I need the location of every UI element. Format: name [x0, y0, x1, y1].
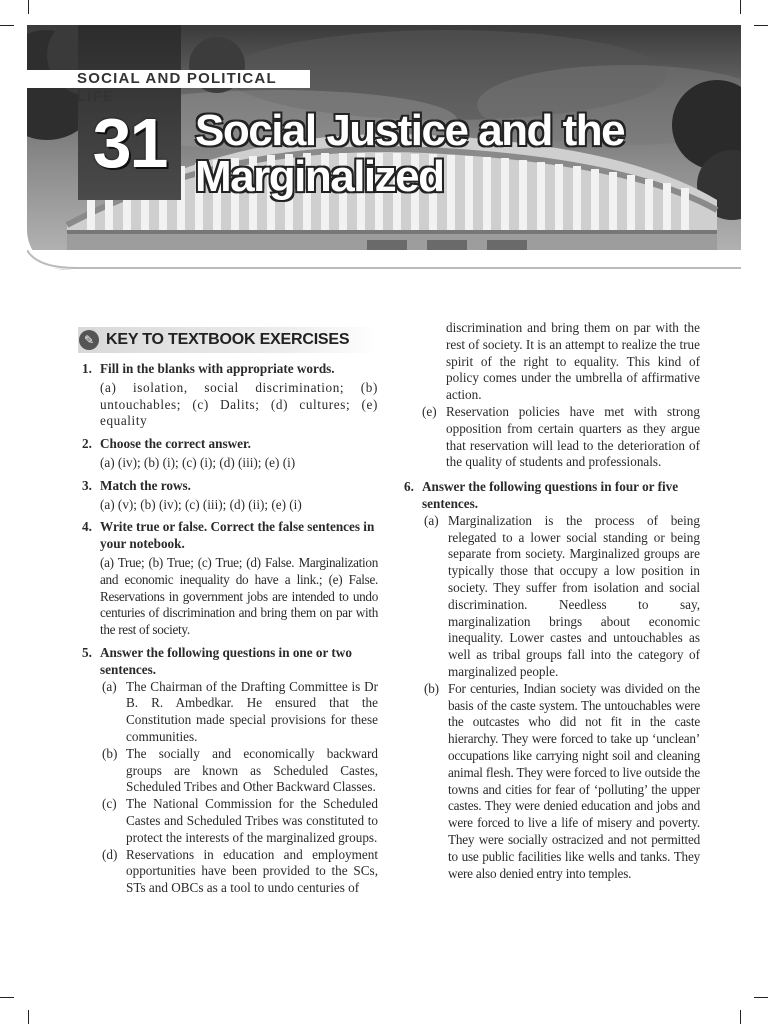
question-number: 3. — [82, 477, 92, 493]
answer-text: (a) isolation, social discrimination; (b) untouchables; (c) Dalits; (d) cultures; (e) equality — [100, 379, 378, 429]
sub-answer-b — [100, 746, 378, 796]
sub-answer-b — [422, 681, 700, 883]
question-1 — [78, 361, 378, 430]
question-text: Choose the correct answer. — [100, 436, 251, 452]
sub-label: (a) — [102, 678, 117, 694]
crop-mark — [28, 1010, 29, 1024]
sub-text: Reservations in education and employment opportunities have been provided to the SCs, STs and OBCs as a tool to undo centuries of — [126, 846, 378, 896]
answer-text: (a) (v); (b) (iv); (c) (iii); (d) (ii); (e) (i) — [100, 496, 302, 512]
left-column — [78, 327, 378, 903]
chapter-number: 31 — [92, 104, 167, 182]
sub-text: Marginalization is the process of being relegated to a lower social standing or being separate from society. Marginalized groups are typically those that occupy a low position in society. They suffer from isolation and social discrimination. Needless to say, marginalization brings about economic inequality. Lower castes and untouchables as well as tribal groups fall into the category of marginalized people. — [448, 512, 700, 679]
sub-text: The Chairman of the Drafting Committee is Dr B. R. Ambedkar. He ensured that the Constitution made special provisions for these communities. — [126, 678, 378, 744]
right-column — [400, 320, 700, 888]
crop-mark — [740, 1010, 741, 1024]
question-text: Answer the following questions in four or five sentences. — [422, 479, 679, 511]
sub-label: (e) — [422, 403, 437, 419]
question-2 — [78, 436, 378, 472]
continued-answer-d: discrimination and bring them on par with the rest of society. It is an attempt to realize the true spirit of the right to equality. This kind of policy comes under the umbrella of affirmative action. — [446, 320, 700, 403]
question-3 — [78, 478, 378, 514]
sub-label: (d) — [102, 846, 118, 862]
question-number: 6. — [404, 479, 414, 495]
answer-text: (a) (iv); (b) (i); (c) (i); (d) (iii); (e) (i) — [100, 454, 296, 470]
question-5 — [78, 645, 378, 897]
section-label: SOCIAL AND POLITICAL LIFE — [27, 70, 310, 88]
chapter-title: Social Justice and the Marginalized — [195, 106, 625, 201]
crop-mark — [0, 997, 14, 998]
crop-mark — [0, 25, 14, 26]
crop-mark — [754, 997, 768, 998]
sub-label: (c) — [102, 796, 117, 812]
crop-mark — [28, 0, 29, 14]
sub-answer-d — [100, 847, 378, 897]
answer-text: (a) True; (b) True; (c) True; (d) False. Marginalization and economic inequality do have a link.; (e) False. Reservations in government jobs are intended to undo centuries of discrimination and bring them on par with the rest of society. — [100, 554, 378, 638]
crop-mark — [740, 0, 741, 14]
sub-text: The socially and economically backward groups are known as Scheduled Castes, Scheduled Tribes and Other Backward Classes. — [126, 745, 378, 795]
question-number: 5. — [82, 644, 92, 660]
sub-text: Reservation policies have met with strong opposition from certain quarters as they argue that reservation will lead to the deterioration of the quality of students and professionals. — [446, 403, 700, 470]
key-heading-bar — [78, 327, 378, 353]
key-heading: KEY TO TEXTBOOK EXERCISES — [106, 331, 350, 348]
sub-label: (b) — [102, 745, 118, 761]
sub-text: The National Commission for the Scheduled Castes and Scheduled Tribes was constituted to protect the interests of the marginalized groups. — [126, 796, 378, 845]
sub-answer-e — [400, 404, 700, 471]
sub-answer-a — [422, 513, 700, 681]
question-text: Match the rows. — [100, 477, 191, 493]
question-number: 2. — [82, 436, 92, 452]
question-number: 4. — [82, 519, 92, 535]
question-6 — [400, 479, 700, 882]
question-text: Fill in the blanks with appropriate words. — [100, 361, 335, 376]
question-4 — [78, 519, 378, 639]
sub-text: For centuries, Indian society was divided on the basis of the caste system. The untouchables were the outcastes who did not fit in the caste hierarchy. They were forced to take up ‘unclean’ occupations like carrying night soil and cleaning animal flesh. They were forced to live outside the towns and cities for fear of ‘polluting’ the upper castes. They were denied education and jobs and were forced to live a life of misery and poverty. They were socially ostracized and not permitted to use public facilities like wells and tanks. They were also denied entry into temples. — [448, 680, 700, 881]
question-number: 1. — [82, 361, 92, 376]
question-text: Write true or false. Correct the false sentences in your notebook. — [100, 519, 375, 552]
sub-answer-a — [100, 679, 378, 746]
pencil-icon: ✎ — [79, 330, 99, 350]
sub-answer-c — [100, 796, 378, 846]
question-text: Answer the following questions in one or two sentences. — [100, 644, 352, 677]
banner-curve — [27, 250, 741, 272]
sub-label: (b) — [424, 680, 439, 696]
crop-mark — [754, 25, 768, 26]
sub-label: (a) — [424, 512, 439, 528]
chapter-number-block — [78, 25, 181, 200]
